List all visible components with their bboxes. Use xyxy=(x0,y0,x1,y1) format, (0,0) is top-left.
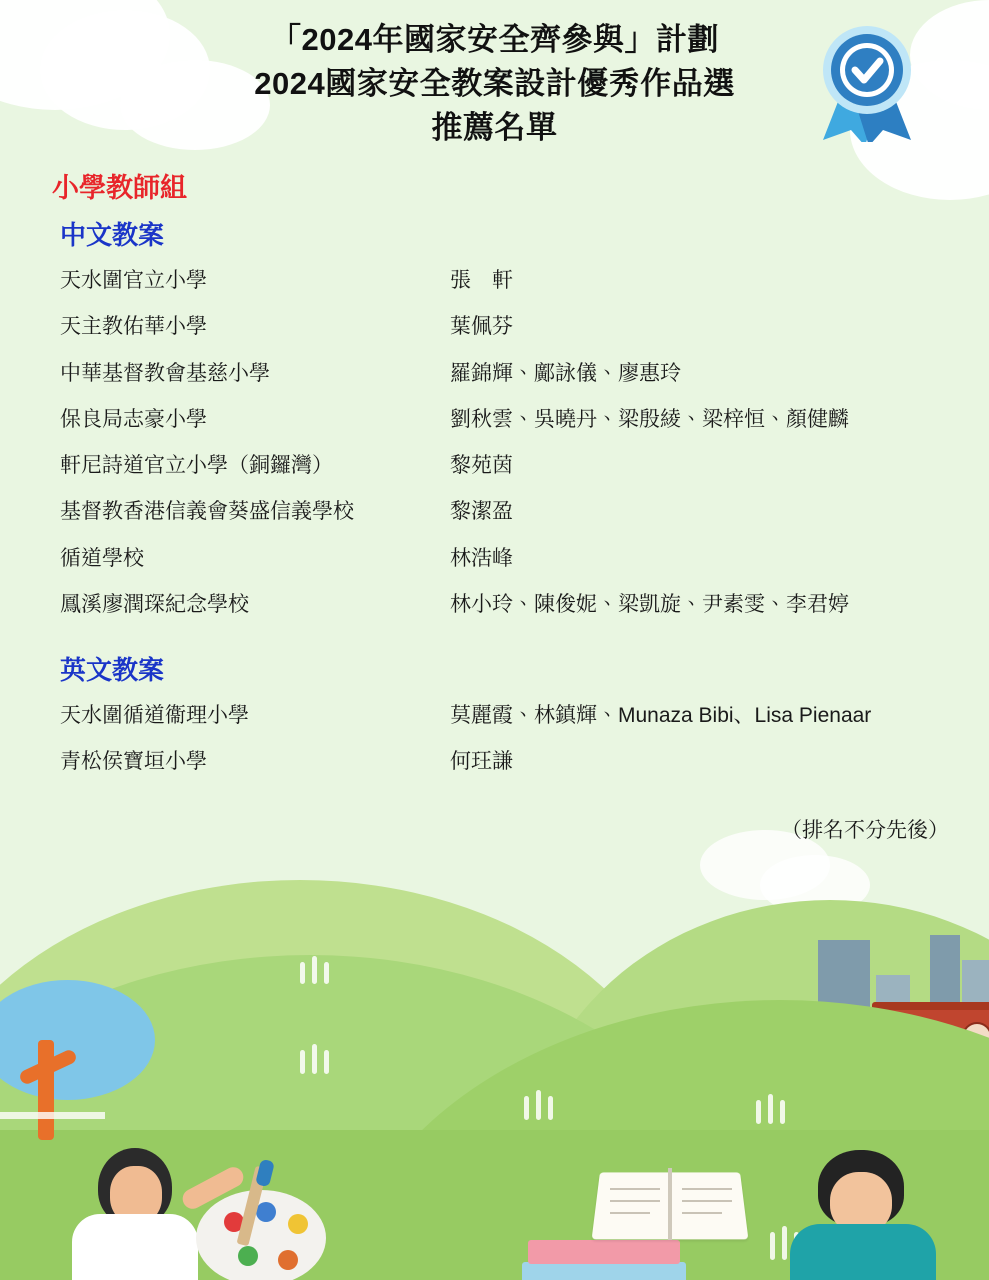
grass-tuft xyxy=(768,1094,773,1124)
title-line-1: 「2024年國家安全齊參與」計劃 xyxy=(270,22,719,57)
table-row xyxy=(60,351,965,397)
title-line-3: 推薦名單 xyxy=(431,110,558,146)
paint-blob xyxy=(238,1246,258,1266)
table-row xyxy=(60,397,965,443)
fence-shape xyxy=(0,1112,105,1119)
awardee-names: 張 軒 xyxy=(450,269,513,293)
school-name: 軒尼詩道官立小學（銅鑼灣） xyxy=(60,454,333,478)
school-name: 循道學校 xyxy=(60,546,144,570)
awardee-names: 何玨謙 xyxy=(450,750,513,774)
grass-tuft xyxy=(312,1044,317,1074)
section-heading-english: 英文教案 xyxy=(60,655,165,686)
table-row xyxy=(60,739,965,785)
table-row xyxy=(60,536,965,582)
award-ribbon-check-icon xyxy=(807,22,927,142)
grass-tuft xyxy=(548,1096,553,1120)
grass-tuft xyxy=(300,962,305,984)
awardee-table-chinese xyxy=(60,258,965,628)
table-row xyxy=(60,582,965,628)
book-text-line xyxy=(610,1212,650,1214)
grass-tuft xyxy=(756,1100,761,1124)
book-stack xyxy=(528,1240,680,1264)
paint-blob xyxy=(288,1214,308,1234)
grass-tuft xyxy=(782,1226,787,1260)
paint-blob xyxy=(278,1250,298,1270)
awardee-names: 林小玲、陳俊妮、梁凱旋、尹素雯、李君婷 xyxy=(450,592,849,616)
table-row xyxy=(60,693,965,739)
table-row xyxy=(60,443,965,489)
student-body xyxy=(790,1224,936,1280)
grass-tuft xyxy=(324,962,329,984)
school-name: 天水圍循道衞理小學 xyxy=(60,704,249,728)
grass-tuft xyxy=(324,1050,329,1074)
awardee-names: 羅錦輝、鄺詠儀、廖惠玲 xyxy=(450,361,681,385)
book-text-line xyxy=(610,1188,660,1190)
table-row xyxy=(60,258,965,304)
grass-tuft xyxy=(524,1096,529,1120)
awardee-names: 劉秋雲、吳曉丹、梁殷綾、梁梓恒、顏健麟 xyxy=(450,407,849,431)
group-heading: 小學教師組 xyxy=(52,173,187,204)
book-text-line xyxy=(682,1188,732,1190)
school-name: 天主教佑華小學 xyxy=(60,315,207,339)
awardee-names: 黎苑茵 xyxy=(450,454,513,478)
school-name: 基督教香港信義會葵盛信義學校 xyxy=(60,500,354,524)
grass-tuft xyxy=(312,956,317,984)
book-text-line xyxy=(682,1212,722,1214)
book-stack xyxy=(522,1262,686,1280)
grass-tuft xyxy=(780,1100,785,1124)
book-text-line xyxy=(682,1200,732,1202)
school-name: 鳳溪廖潤琛紀念學校 xyxy=(60,592,249,616)
awardee-names: 林浩峰 xyxy=(450,546,513,570)
book-text-line xyxy=(610,1200,660,1202)
title-line-2: 2024國家安全教案設計優秀作品選 xyxy=(254,66,735,102)
school-name: 天水圍官立小學 xyxy=(60,269,207,293)
table-row xyxy=(60,489,965,535)
book-spine xyxy=(668,1168,672,1240)
paint-blob xyxy=(256,1202,276,1222)
grass-tuft xyxy=(770,1232,775,1260)
student-body xyxy=(72,1214,198,1280)
awardee-names: 葉佩芬 xyxy=(450,315,513,339)
awardee-names: 莫麗霞、林鎮輝、Munaza Bibi、Lisa Pienaar xyxy=(450,704,872,728)
grass-tuft xyxy=(536,1090,541,1120)
awardee-names: 黎潔盈 xyxy=(450,500,513,524)
grass-tuft xyxy=(300,1050,305,1074)
section-heading-chinese: 中文教案 xyxy=(60,220,165,251)
school-name: 中華基督教會基慈小學 xyxy=(60,361,270,385)
table-row xyxy=(60,304,965,350)
school-name: 青松侯寶垣小學 xyxy=(60,750,207,774)
order-footnote: （排名不分先後） xyxy=(781,818,949,842)
school-name: 保良局志豪小學 xyxy=(60,407,207,431)
tree-trunk xyxy=(38,1040,54,1140)
awardee-table-english xyxy=(60,693,965,786)
